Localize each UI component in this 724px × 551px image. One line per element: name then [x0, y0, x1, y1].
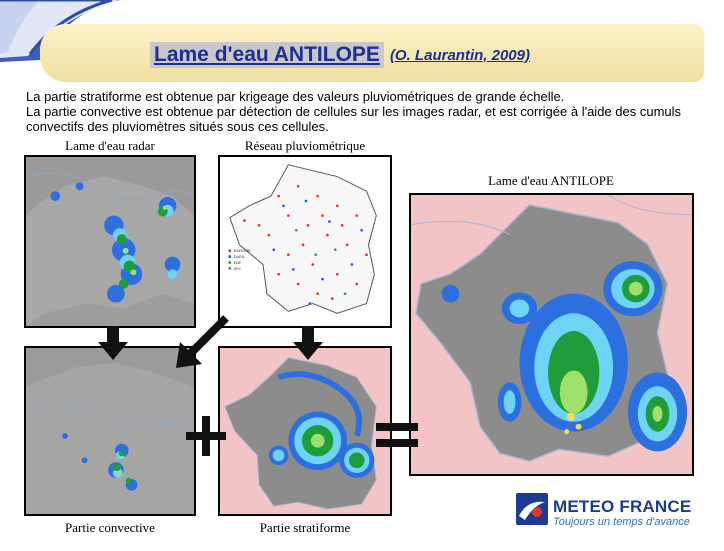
title-author: (O. Laurantin, 2009): [389, 46, 530, 64]
legend-radome: RADOME: [233, 248, 251, 254]
antilope-caption: Lame d'eau ANTILOPE: [488, 173, 614, 188]
meteo-france-logo-icon: [515, 492, 549, 526]
stratiform-map: [218, 346, 392, 516]
arrow-down-icon: [96, 326, 130, 362]
title-text: Lame d'eau ANTILOPE: [150, 42, 384, 68]
legend-edf: EDF: [233, 259, 242, 265]
brand-name: METEO FRANCE: [553, 497, 692, 516]
arrow-down-icon: [291, 326, 325, 362]
slide-title: [150, 40, 530, 70]
arrow-diagonal-icon: [170, 312, 232, 374]
plus-icon: [184, 414, 228, 458]
legend-daea: DAEA: [233, 254, 245, 260]
stratiform-caption: Partie stratiforme: [259, 520, 351, 535]
description-line-1: La partie stratiforme est obtenue par krigeage des valeurs pluviométriques de grande échelle.: [26, 89, 565, 104]
gauge-caption: Réseau pluviométrique: [244, 138, 366, 153]
legend-spc: SPC: [233, 265, 242, 271]
radar-map: [24, 155, 196, 328]
equals-icon: [374, 420, 420, 450]
antilope-map: [409, 193, 694, 476]
radar-caption: Lame d'eau radar: [65, 138, 155, 153]
description: [26, 89, 716, 134]
description-line-2: La partie convective est obtenue par détection de cellules sur les images radar, et est corrigée à l'aide des cumuls convectifs des pluviomètres situés sous ces cellules.: [26, 104, 682, 134]
gauge-network-map: [218, 155, 392, 328]
convective-caption: Partie convective: [65, 520, 155, 535]
brand-slogan: Toujours un temps d'avance: [553, 516, 690, 528]
